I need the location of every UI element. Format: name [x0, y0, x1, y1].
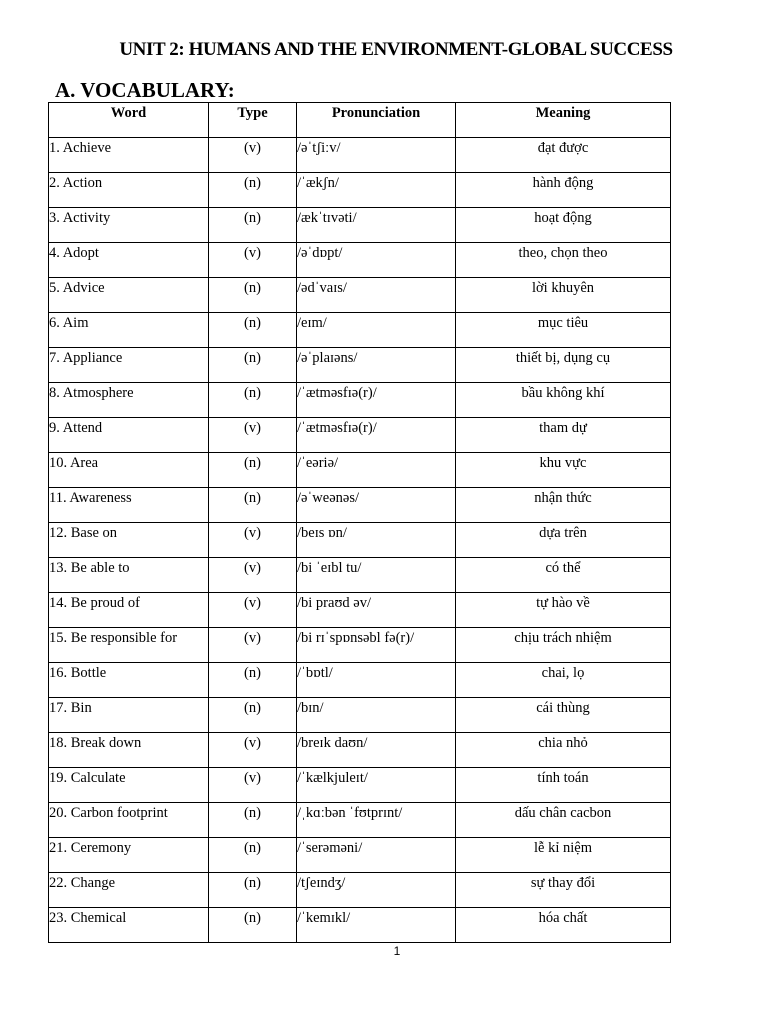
- column-header-pronunciation: Pronunciation: [297, 103, 456, 138]
- cell-type: (v): [209, 733, 297, 768]
- column-header-type: Type: [209, 103, 297, 138]
- cell-pronunciation: /əˈplaɪəns/: [297, 348, 456, 383]
- table-row: [49, 348, 671, 383]
- cell-meaning: cái thùng: [456, 698, 671, 733]
- section-heading: A. VOCABULARY:: [55, 78, 235, 102]
- cell-type: (n): [209, 488, 297, 523]
- cell-meaning: đạt được: [456, 138, 671, 173]
- cell-meaning: hoạt động: [456, 208, 671, 243]
- cell-pronunciation: /ˌkɑːbən ˈfʊtprɪnt/: [297, 803, 456, 838]
- cell-word: 4. Adopt: [49, 243, 209, 278]
- table-header-row: [49, 103, 671, 138]
- cell-meaning: dựa trên: [456, 523, 671, 558]
- cell-pronunciation: /ˈbɒtl/: [297, 663, 456, 698]
- cell-word: 9. Attend: [49, 418, 209, 453]
- cell-word: 5. Advice: [49, 278, 209, 313]
- cell-type: (n): [209, 208, 297, 243]
- cell-meaning: sự thay đổi: [456, 873, 671, 908]
- cell-pronunciation: /bi rɪˈspɒnsəbl fə(r)/: [297, 628, 456, 663]
- cell-pronunciation: /əˈtʃiːv/: [297, 138, 456, 173]
- page-number: 1: [393, 944, 401, 958]
- cell-word: 16. Bottle: [49, 663, 209, 698]
- table-row: [49, 733, 671, 768]
- cell-type: (n): [209, 348, 297, 383]
- cell-type: (n): [209, 873, 297, 908]
- cell-type: (n): [209, 173, 297, 208]
- table-row: [49, 313, 671, 348]
- table-row: [49, 453, 671, 488]
- cell-word: 3. Activity: [49, 208, 209, 243]
- cell-meaning: có thể: [456, 558, 671, 593]
- cell-pronunciation: /breɪk daʊn/: [297, 733, 456, 768]
- table-row: [49, 803, 671, 838]
- cell-type: (n): [209, 803, 297, 838]
- cell-word: 17. Bin: [49, 698, 209, 733]
- cell-meaning: chịu trách nhiệm: [456, 628, 671, 663]
- column-header-word: Word: [49, 103, 209, 138]
- cell-meaning: hóa chất: [456, 908, 671, 943]
- cell-type: (v): [209, 558, 297, 593]
- cell-type: (n): [209, 453, 297, 488]
- table-row: [49, 768, 671, 803]
- cell-meaning: dấu chân cacbon: [456, 803, 671, 838]
- table-row: [49, 523, 671, 558]
- cell-pronunciation: /tʃeɪndʒ/: [297, 873, 456, 908]
- cell-pronunciation: /bɪn/: [297, 698, 456, 733]
- cell-pronunciation: /bi praʊd əv/: [297, 593, 456, 628]
- cell-pronunciation: /ˈkemɪkl/: [297, 908, 456, 943]
- cell-pronunciation: /bi ˈeɪbl tu/: [297, 558, 456, 593]
- cell-pronunciation: /ˈætməsfɪə(r)/: [297, 383, 456, 418]
- cell-pronunciation: /əˈweənəs/: [297, 488, 456, 523]
- cell-pronunciation: /ˈækʃn/: [297, 173, 456, 208]
- table-row: [49, 873, 671, 908]
- table-row: [49, 593, 671, 628]
- vocabulary-table: [48, 102, 671, 943]
- cell-type: (n): [209, 838, 297, 873]
- cell-type: (n): [209, 313, 297, 348]
- cell-meaning: lễ kỉ niệm: [456, 838, 671, 873]
- table-row: [49, 173, 671, 208]
- cell-word: 18. Break down: [49, 733, 209, 768]
- cell-type: (n): [209, 663, 297, 698]
- cell-word: 21. Ceremony: [49, 838, 209, 873]
- cell-type: (v): [209, 243, 297, 278]
- cell-pronunciation: /ədˈvaɪs/: [297, 278, 456, 313]
- cell-type: (n): [209, 908, 297, 943]
- cell-pronunciation: /ˈeəriə/: [297, 453, 456, 488]
- cell-word: 15. Be responsible for: [49, 628, 209, 663]
- table-row: [49, 278, 671, 313]
- cell-word: 7. Appliance: [49, 348, 209, 383]
- cell-pronunciation: /əˈdɒpt/: [297, 243, 456, 278]
- cell-type: (v): [209, 768, 297, 803]
- cell-meaning: chia nhỏ: [456, 733, 671, 768]
- cell-word: 1. Achieve: [49, 138, 209, 173]
- table-row: [49, 243, 671, 278]
- column-header-meaning: Meaning: [456, 103, 671, 138]
- cell-meaning: nhận thức: [456, 488, 671, 523]
- cell-type: (n): [209, 278, 297, 313]
- cell-pronunciation: /eɪm/: [297, 313, 456, 348]
- table-row: [49, 663, 671, 698]
- cell-word: 14. Be proud of: [49, 593, 209, 628]
- cell-pronunciation: /ˈkælkjuleɪt/: [297, 768, 456, 803]
- cell-meaning: lời khuyên: [456, 278, 671, 313]
- cell-meaning: theo, chọn theo: [456, 243, 671, 278]
- cell-type: (v): [209, 418, 297, 453]
- table-row: [49, 698, 671, 733]
- table-row: [49, 628, 671, 663]
- cell-pronunciation: /beɪs ɒn/: [297, 523, 456, 558]
- cell-word: 22. Change: [49, 873, 209, 908]
- cell-word: 6. Aim: [49, 313, 209, 348]
- cell-word: 8. Atmosphere: [49, 383, 209, 418]
- cell-meaning: thiết bị, dụng cụ: [456, 348, 671, 383]
- cell-type: (v): [209, 628, 297, 663]
- cell-type: (v): [209, 138, 297, 173]
- table-row: [49, 208, 671, 243]
- cell-word: 12. Base on: [49, 523, 209, 558]
- cell-pronunciation: /ˈætməsfɪə(r)/: [297, 418, 456, 453]
- cell-type: (n): [209, 383, 297, 418]
- table-row: [49, 838, 671, 873]
- cell-meaning: khu vực: [456, 453, 671, 488]
- cell-word: 23. Chemical: [49, 908, 209, 943]
- cell-meaning: chai, lọ: [456, 663, 671, 698]
- cell-word: 11. Awareness: [49, 488, 209, 523]
- table-row: [49, 418, 671, 453]
- table-body: [49, 138, 671, 943]
- table-row: [49, 488, 671, 523]
- cell-meaning: bầu không khí: [456, 383, 671, 418]
- cell-word: 10. Area: [49, 453, 209, 488]
- table-row: [49, 908, 671, 943]
- cell-word: 20. Carbon footprint: [49, 803, 209, 838]
- cell-pronunciation: /ækˈtɪvəti/: [297, 208, 456, 243]
- cell-word: 19. Calculate: [49, 768, 209, 803]
- cell-meaning: tự hào về: [456, 593, 671, 628]
- cell-type: (v): [209, 593, 297, 628]
- cell-meaning: hành động: [456, 173, 671, 208]
- table-row: [49, 558, 671, 593]
- table-row: [49, 138, 671, 173]
- cell-word: 13. Be able to: [49, 558, 209, 593]
- table-row: [49, 383, 671, 418]
- cell-meaning: tham dự: [456, 418, 671, 453]
- document-title: UNIT 2: HUMANS AND THE ENVIRONMENT-GLOBAL SUCCESS: [119, 39, 673, 60]
- cell-pronunciation: /ˈserəməni/: [297, 838, 456, 873]
- cell-type: (n): [209, 698, 297, 733]
- cell-meaning: tính toán: [456, 768, 671, 803]
- cell-meaning: mục tiêu: [456, 313, 671, 348]
- cell-type: (v): [209, 523, 297, 558]
- cell-word: 2. Action: [49, 173, 209, 208]
